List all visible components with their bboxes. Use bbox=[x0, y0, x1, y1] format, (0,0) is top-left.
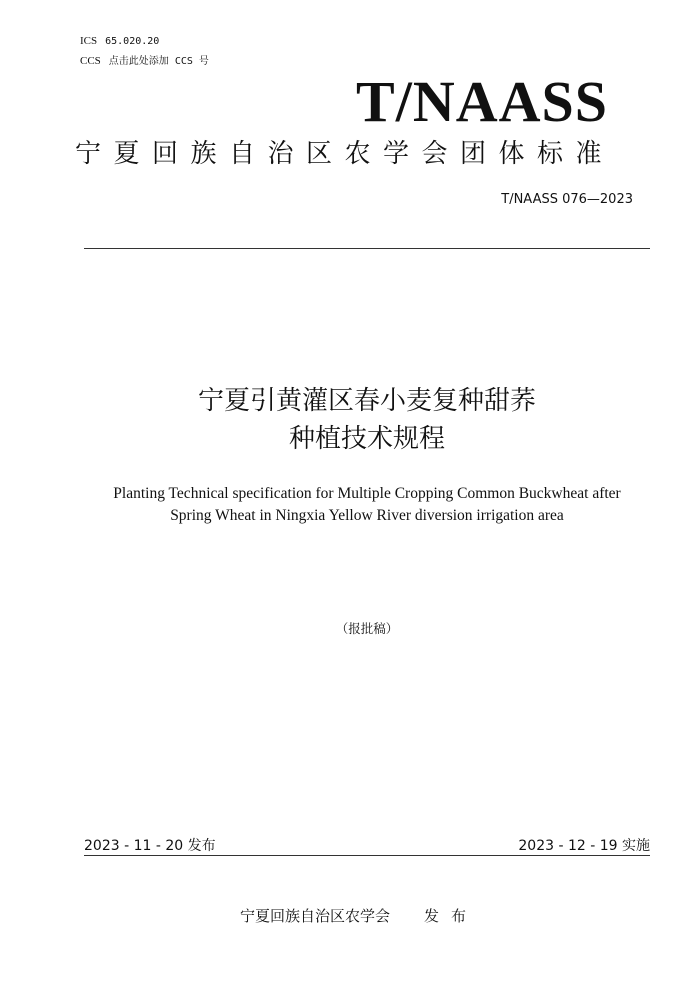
top-divider bbox=[84, 248, 650, 249]
draft-status: （报批稿） bbox=[335, 621, 399, 636]
ccs-label: CCS bbox=[80, 55, 101, 67]
ccs-value: 点击此处添加 CCS 号 bbox=[108, 56, 209, 67]
title-en-line1: Planting Technical specification for Multiple Cropping Common Buckwheat after bbox=[113, 485, 621, 502]
title-en-line2: Spring Wheat in Ningxia Yellow River diversion irrigation area bbox=[170, 507, 564, 524]
publisher-action: 发布 bbox=[424, 907, 479, 925]
ics-label: ICS bbox=[80, 35, 98, 47]
ccs-line bbox=[80, 52, 209, 67]
standard-number: T/NAASS 076—2023 bbox=[501, 192, 633, 207]
publisher-name: 宁夏回族自治区农学会 bbox=[240, 907, 391, 925]
publisher bbox=[240, 905, 478, 926]
org-full-name: 宁夏回族自治区农学会团体标准 bbox=[75, 139, 615, 169]
ics-line bbox=[80, 35, 159, 47]
issue-date: 2023 - 11 - 20 发布 bbox=[84, 838, 216, 854]
ics-value: 65.020.20 bbox=[105, 36, 160, 47]
title-cn-line1: 宁夏引黄灌区春小麦复种甜荞 bbox=[197, 386, 536, 416]
org-logo: T/NAASS bbox=[356, 69, 608, 134]
bottom-divider bbox=[84, 855, 650, 856]
title-cn-line2: 种植技术规程 bbox=[288, 424, 445, 454]
implementation-date: 2023 - 12 - 19 实施 bbox=[518, 838, 650, 854]
